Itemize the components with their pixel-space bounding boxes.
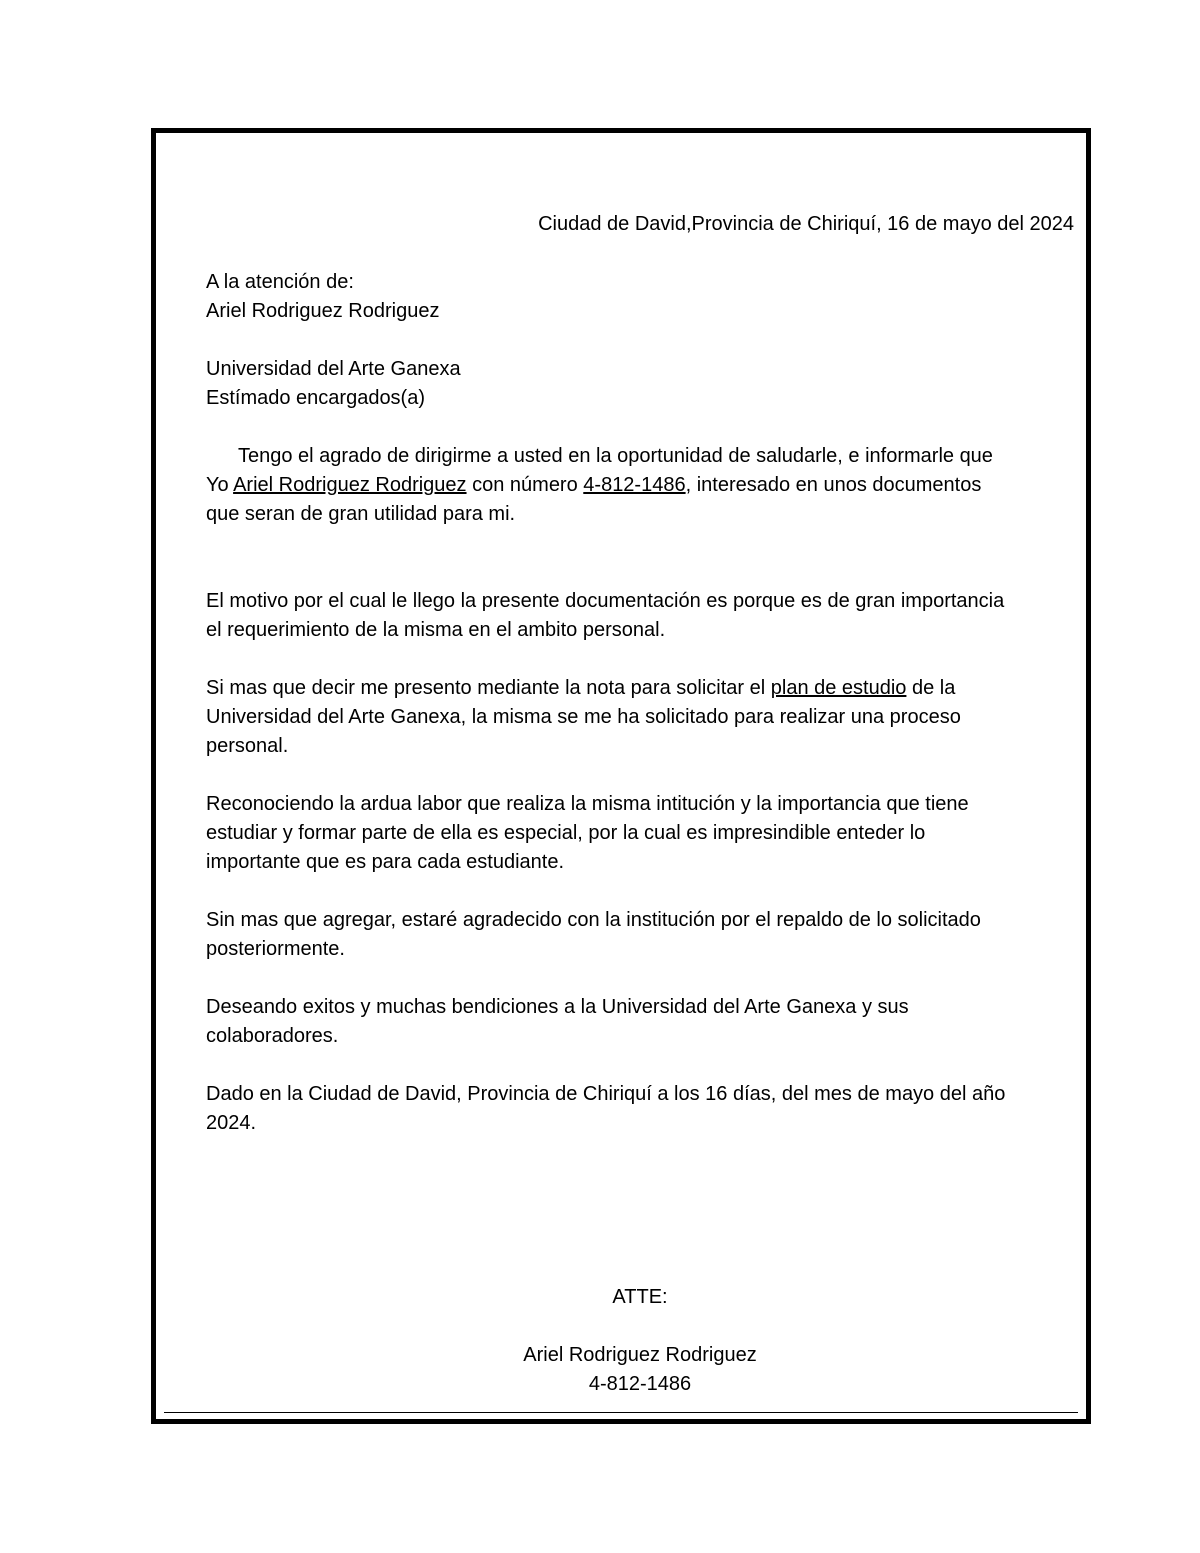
paragraph-line: Universidad del Arte Ganexa, la misma se me ha solicitado para realizar una proceso — [206, 706, 961, 728]
page-border-double-line — [164, 1412, 1078, 1413]
letter-body — [206, 210, 1074, 1399]
underlined-plan-de-estudio: plan de estudio — [770, 677, 907, 699]
paragraph-line: colaboradores. — [206, 1025, 339, 1047]
text-span: con número — [466, 474, 584, 496]
paragraph-line — [206, 471, 1074, 500]
text-span: , interesado en unos documentos — [685, 474, 982, 496]
signer-name: Ariel Rodriguez Rodriguez — [523, 1344, 757, 1366]
paragraph-request — [206, 674, 1074, 761]
underlined-name: Ariel Rodriguez Rodriguez — [233, 474, 467, 496]
paragraph-line: el requerimiento de la misma en el ambito personal. — [206, 619, 666, 641]
paragraph-wishes — [206, 993, 1074, 1051]
paragraph-line — [206, 674, 1074, 703]
paragraph-given-at — [206, 1080, 1074, 1138]
paragraph-line: posteriormente. — [206, 938, 345, 960]
paragraph-line: que seran de gran utilidad para mi. — [206, 503, 516, 525]
signature-block — [206, 1283, 1074, 1399]
paragraph-line: Sin mas que agregar, estaré agradecido con la institución por el repaldo de lo solicitado — [206, 909, 981, 931]
text-span: de la — [906, 677, 956, 699]
date-line: Ciudad de David,Provincia de Chiriquí, 16 de mayo del 2024 — [538, 213, 1074, 235]
paragraph-line — [206, 442, 1074, 471]
closing-atte: ATTE: — [612, 1286, 668, 1308]
paragraph-line: 2024. — [206, 1112, 257, 1134]
text-span: Yo — [206, 474, 234, 496]
paragraph-introduction — [206, 442, 1074, 529]
paragraph-thanks — [206, 906, 1074, 964]
paragraph-recognition — [206, 790, 1074, 877]
paragraph-line: estudiar y formar parte de ella es especial, por la cual es impresindible enteder lo — [206, 822, 926, 844]
paragraph-line: Reconociendo la ardua labor que realiza la misma intitución y la importancia que tiene — [206, 793, 969, 815]
institution-name: Universidad del Arte Ganexa — [206, 358, 461, 380]
paragraph-line: Dado en la Ciudad de David, Provincia de Chiriquí a los 16 días, del mes de mayo del año — [206, 1083, 1006, 1105]
recipient-name: Ariel Rodriguez Rodriguez — [206, 300, 440, 322]
paragraph-line: El motivo por el cual le llego la presente documentación es porque es de gran importancia — [206, 590, 1005, 612]
attention-label: A la atención de: — [206, 271, 354, 293]
underlined-id-number: 4-812-1486 — [583, 474, 686, 496]
text-span: Tengo el agrado de dirigirme a usted en la oportunidad de saludarle, e informarle que — [238, 445, 993, 467]
signer-id-number: 4-812-1486 — [588, 1373, 692, 1395]
paragraph-line: importante que es para cada estudiante. — [206, 851, 565, 873]
paragraph-motive — [206, 587, 1074, 645]
salutation: Estímado encargados(a) — [206, 387, 426, 409]
paragraph-line: Deseando exitos y muchas bendiciones a la Universidad del Arte Ganexa y sus — [206, 996, 909, 1018]
text-span: Si mas que decir me presento mediante la nota para solicitar el — [206, 677, 771, 699]
paragraph-line: personal. — [206, 735, 289, 757]
